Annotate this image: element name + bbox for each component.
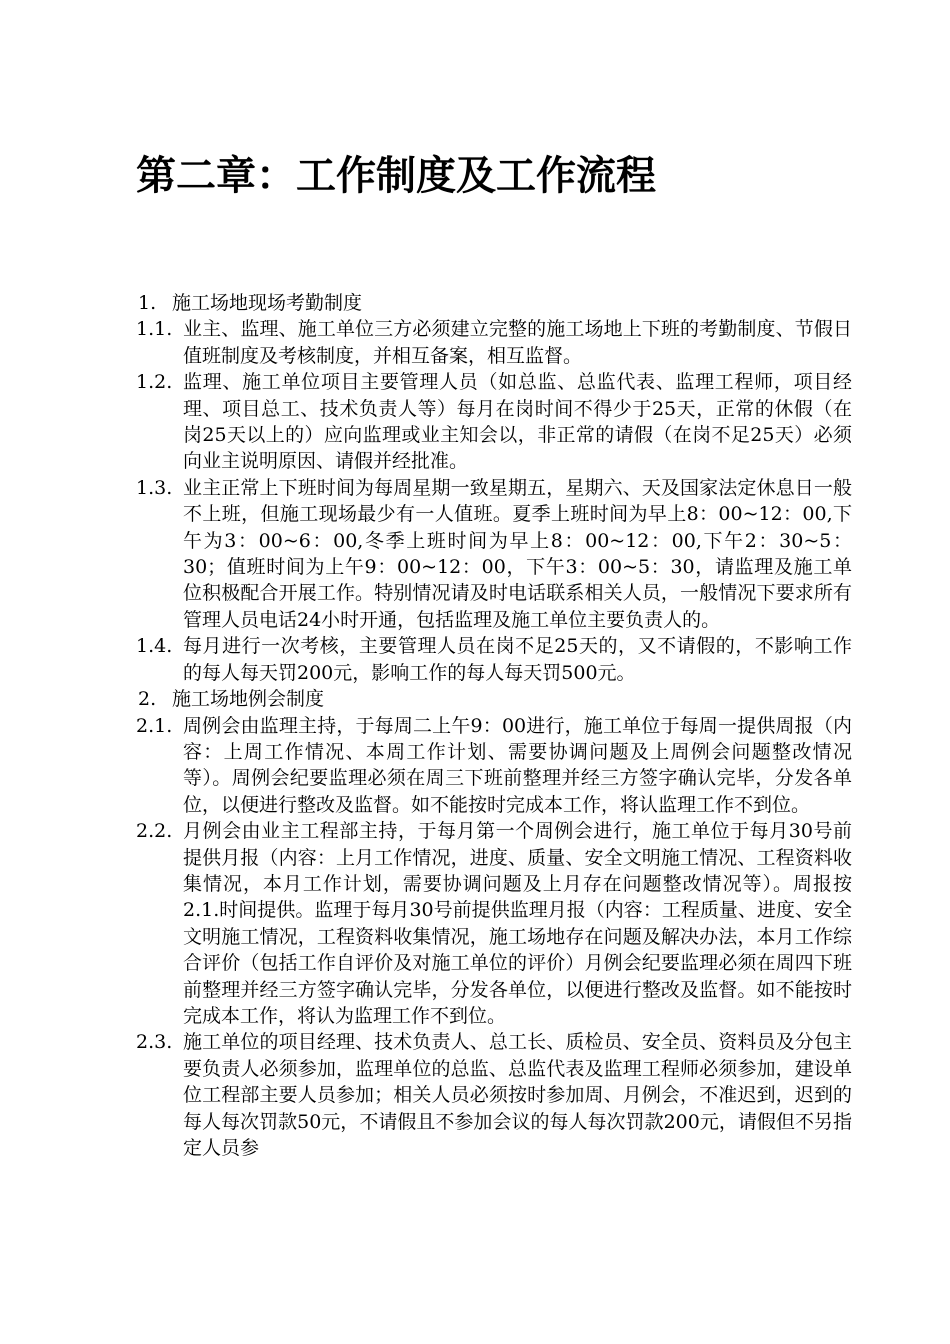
clause-text: 业主、监理、施工单位三方必须建立完整的施工场地上下班的考勤制度、节假日值班制度及考核制度，并相互备案，相互监督。 <box>183 318 852 367</box>
clause-text: 周例会由监理主持，于每周二上午9：00进行，施工单位于每周一提供周报（内容：上周工作情况、本周工作计划、需要协调问题及上周例会问题整改情况等）。周例会纪要监理必须在周三下班前整理并经三方签字确认完毕，分发各单位，以便进行整改及监督。如不能按时完成本工作，将认监理工作不到位。 <box>183 714 852 816</box>
clause-text: 业主正常上下班时间为每周星期一致星期五，星期六、天及国家法定休息日一般不上班，但施工现场最少有一人值班。夏季上班时间为早上8：00~12：00,下午为3：00~6：00,冬季上班时间为早上8：00~12：00,下午2：30~5：30；值班时间为上午9：00~12：00，下午3：00~5：30，请监理及施工单位积极配合开展工作。特别情况请及时电话联系相关人员，一般情况下要求所有管理人员电话24小时开通，包括监理及施工单位主要负责人的。 <box>183 476 852 631</box>
clause-text: 每月进行一次考核，主要管理人员在岗不足25天的，又不请假的，不影响工作的每人每天罚200元，影响工作的每人每天罚500元。 <box>183 635 852 684</box>
clause-text: 施工单位的项目经理、技术负责人、总工长、质检员、安全员、资料员及分包主要负责人必须参加，监理单位的总监、总监代表及监理工程师必须参加，建设单位工程部主要人员参加；相关人员必须按时参加周、月例会，不准迟到，迟到的每人每次罚款50元，不请假且不参加会议的每人每次罚款200元，请假但不另指定人员参 <box>183 1031 852 1159</box>
document-body <box>136 290 852 1161</box>
clause-number: 2.2. <box>136 820 173 843</box>
clause <box>136 633 852 686</box>
section-title: 施工场地现场考勤制度 <box>172 292 363 314</box>
section-number: 1. <box>138 292 157 314</box>
section-heading <box>136 290 852 316</box>
clause-number: 2.3. <box>136 1031 173 1054</box>
clause <box>136 475 852 633</box>
clause-text: 月例会由业主工程部主持，于每月第一个周例会进行，施工单位于每月30号前提供月报（内容：上月工作情况，进度、质量、安全文明施工情况、工程资料收集情况，本月工作计划，需要协调问题及上月存在问题整改情况等）。周报按2.1.时间提供。监理于每月30号前提供监理月报（内容：工程质量、进度、安全文明施工情况，工程资料收集情况，施工场地存在问题及解决办法，本月工作综合评价（包括工作自评价及对施工单位的评价）月例会纪要监理必须在周四下班前整理并经三方签字确认完毕，分发各单位，以便进行整改及监督。如不能按时完成本工作，将认为监理工作不到位。 <box>183 820 852 1027</box>
clause-number: 1.2. <box>136 371 173 394</box>
clause <box>136 818 852 1029</box>
section-title: 施工场地例会制度 <box>172 688 325 711</box>
clause <box>136 1029 852 1161</box>
clause-number: 2.1. <box>136 714 173 737</box>
section-heading <box>136 686 852 712</box>
clause-text: 监理、施工单位项目主要管理人员（如总监、总监代表、监理工程师，项目经理、项目总工、技术负责人等）每月在岗时间不得少于25天，正常的休假（在岗25天以上的）应向监理或业主知会以，非正常的请假（在岗不足25天）必须向业主说明原因、请假并经批准。 <box>183 371 852 473</box>
clause-number: 1.1. <box>136 318 173 341</box>
clause <box>136 713 852 819</box>
clause <box>136 369 852 475</box>
clause-number: 1.4. <box>136 635 173 658</box>
clause <box>136 316 852 369</box>
chapter-title: 第二章：工作制度及工作流程 <box>136 152 656 199</box>
section-number: 2. <box>138 688 157 711</box>
clause-number: 1.3. <box>136 476 173 499</box>
